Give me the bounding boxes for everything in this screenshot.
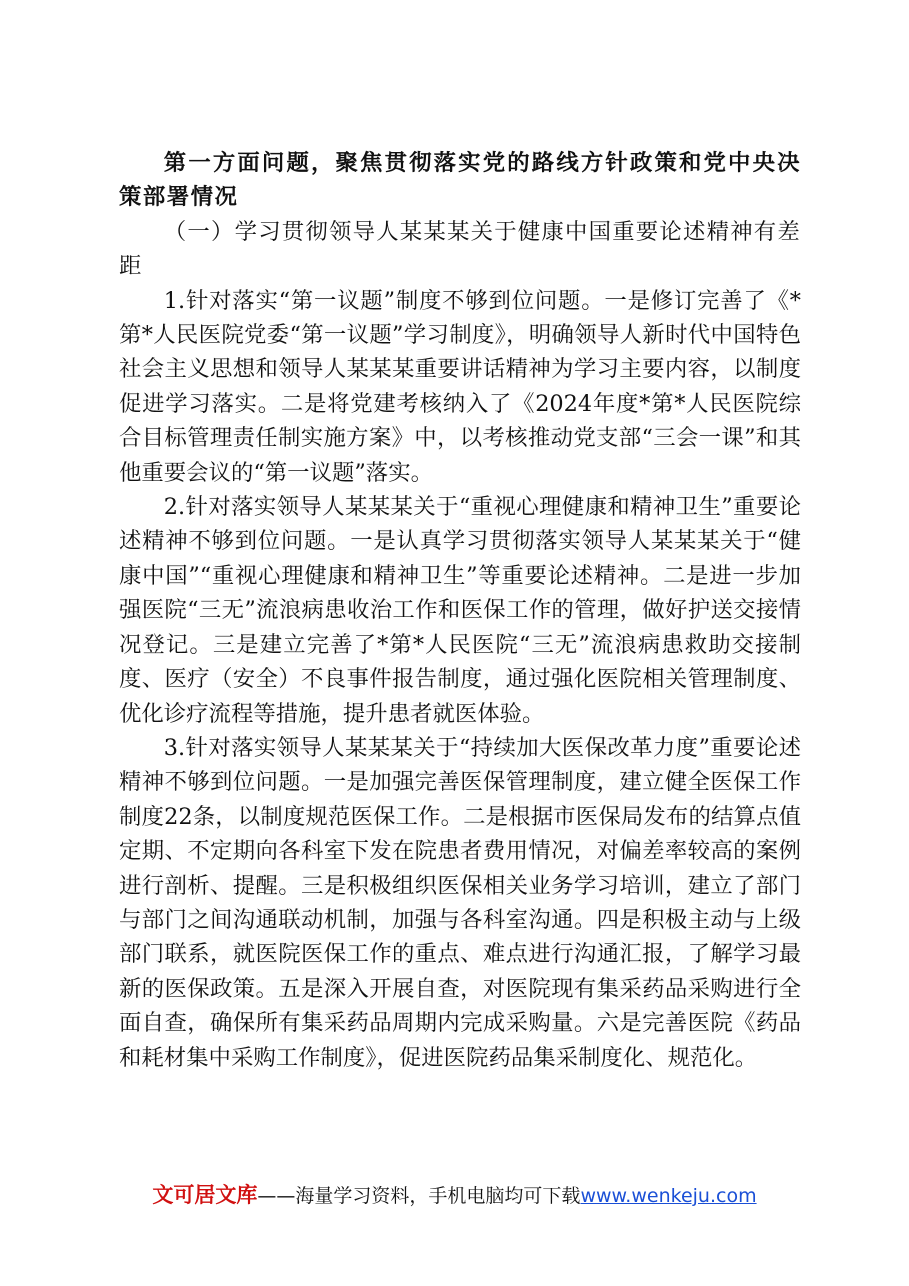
paragraph-item-2: 2.针对落实领导人某某某关于“重视心理健康和精神卫生”重要论述精神不够到位问题。一是认真学习贯彻落实领导人某某某关于“健康中国”“重视心理健康和精神卫生”等重要论述精神。二是进一步加强医院“三无”流浪病患收治工作和医保工作的管理，做好护送交接情况登记。三是建立完善了*第*人民医院“三无”流浪病患救助交接制度、医疗（安全）不良事件报告制度，通过强化医院相关管理制度、优化诊疗流程等措施，提升患者就医体验。 xyxy=(119,494,801,727)
paragraph-item-3: 3.针对落实领导人某某某关于“持续加大医保改革力度”重要论述精神不够到位问题。一是加强完善医保管理制度，建立健全医保工作制度22条，以制度规范医保工作。二是根据市医保局发布的结算点值定期、不定期向各科室下发在院患者费用情况，对偏差率较高的案例进行剖析、提醒。三是积极组织医保相关业务学习培训，建立了部门与部门之间沟通联动机制，加强与各科室沟通。四是积极主动与上级部门联系，就医院医保工作的重点、难点进行沟通汇报，了解学习最新的医保政策。五是深入开展自查，对医院现有集采药品采购进行全面自查，确保所有集采药品周期内完成采购量。六是完善医院《药品和耗材集中采购工作制度》，促进医院药品集采制度化、规范化。 xyxy=(119,734,801,1071)
footer-website-link[interactable]: www.wenkeju.com xyxy=(580,1185,757,1207)
section-heading: 第一方面问题，聚焦贯彻落实党的路线方针政策和党中央决策部署情况 xyxy=(119,150,801,211)
footer-brand: 文可居文库 xyxy=(152,1183,258,1207)
footer-slogan: ——海量学习资料，手机电脑均可下载 xyxy=(257,1185,581,1207)
paragraph-item-1: 1.针对落实“第一议题”制度不够到位问题。一是修订完善了《*第*人民医院党委“第一议题”学习制度》，明确领导人新时代中国特色社会主义思想和领导人某某某重要讲话精神为学习主要内容，以制度促进学习落实。二是将党建考核纳入了《2024年度*第*人民医院综合目标管理责任制实施方案》中，以考核推动党支部“三会一课”和其他重要会议的“第一议题”落实。 xyxy=(119,287,801,486)
subsection-heading: （一）学习贯彻领导人某某某关于健康中国重要论述精神有差距 xyxy=(119,218,801,280)
footer-banner xyxy=(0,1180,909,1211)
document-body xyxy=(119,146,801,1075)
